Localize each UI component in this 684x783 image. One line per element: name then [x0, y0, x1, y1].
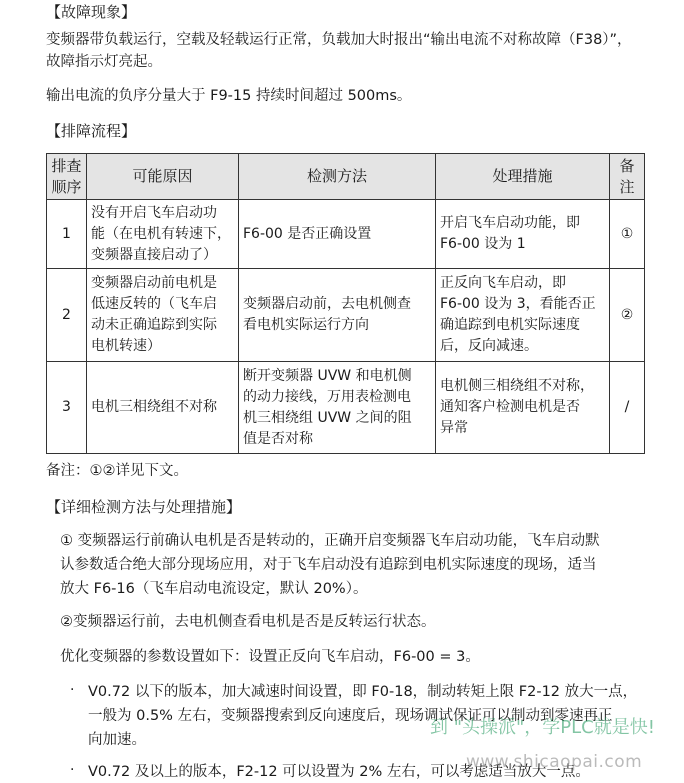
detail-p1-line3: 放大 F6-16（飞车启动电流设定，默认 20%）。 — [60, 581, 368, 597]
detail-p1-line2: 认参数适合绝大部分现场应用，对于飞车启动没有追踪到电机实际速度的现场，适当 — [60, 557, 597, 573]
detail-p1-line1: ① 变频器运行前确认电机是否是转动的，正确开启变频器飞车启动功能，飞车启动默 — [60, 533, 600, 549]
bullet1-line1: V0.72 以下的版本，加大减速时间设置，即 F0-18，制动转矩上限 F2-12 放大一点， — [88, 684, 638, 700]
bullet1-line2: 一般为 0.5% 左右，变频器搜索到反向速度后，现场调试保证可以制动到零速再正 — [88, 708, 613, 724]
row-action: 开启飞车启动功能，即 F6-00 设为 1 — [436, 200, 610, 269]
row-method: F6-00 是否正确设置 — [239, 200, 436, 269]
header-note: 备 注 — [610, 154, 645, 200]
detail-p2: ②变频器运行前，去电机侧查看电机是否是反转运行状态。 — [60, 614, 436, 630]
bullet-marker: · — [70, 682, 75, 698]
row-order: 3 — [47, 362, 87, 454]
fault-condition: 输出电流的负序分量大于 F9-15 持续时间超过 500ms。 — [46, 88, 412, 104]
table-header-row — [47, 154, 645, 200]
process-heading: 【排障流程】 — [46, 122, 137, 140]
table-row — [47, 200, 645, 269]
bullet2-line1: V0.72 及以上的版本，F2-12 可以设置为 2% 左右，可以考虑适当放大一点。 — [88, 764, 590, 780]
table-row — [47, 269, 645, 362]
header-order: 排查 顺序 — [47, 154, 87, 200]
row-cause: 电机三相绕组不对称 — [87, 362, 239, 454]
row-note: / — [610, 362, 645, 454]
row-action: 电机侧三相绕组不对称， 通知客户检测电机是否 异常 — [436, 362, 610, 454]
watermark-slogan: 到 "头操派"，学PLC就是快! — [430, 717, 655, 738]
bullet1-line3: 向加速。 — [88, 732, 146, 748]
fault-heading: 【故障现象】 — [46, 3, 137, 21]
watermark-url: www.shicaopai.com — [466, 752, 643, 772]
header-cause: 可能原因 — [87, 154, 239, 200]
row-order: 2 — [47, 269, 87, 362]
fault-description-line1: 变频器带负载运行，空载及轻载运行正常，负载加大时报出“输出电流不对称故障（F38）”， — [46, 32, 632, 48]
row-method: 变频器启动前，去电机侧查 看电机实际运行方向 — [239, 269, 436, 362]
fault-description-line2: 故障指示灯亮起。 — [46, 54, 162, 70]
detail-p3: 优化变频器的参数设置如下：设置正反向飞车启动，F6-00 = 3。 — [60, 649, 480, 665]
row-cause: 没有开启飞车启动功 能（在电机有转速下， 变频器直接启动了） — [87, 200, 239, 269]
troubleshooting-table — [46, 153, 645, 454]
header-action: 处理措施 — [436, 154, 610, 200]
table-row — [47, 362, 645, 454]
detail-heading: 【详细检测方法与处理措施】 — [46, 498, 242, 516]
row-method: 断开变频器 UVW 和电机侧 的动力接线，万用表检测电 机三相绕组 UVW 之间的阻 值是否对称 — [239, 362, 436, 454]
row-order: 1 — [47, 200, 87, 269]
table-footnote: 备注：①②详见下文。 — [46, 463, 188, 479]
row-note: ① — [610, 200, 645, 269]
row-action: 正反向飞车启动，即 F6-00 设为 3，看能否正 确追踪到电机实际速度 后，反向减速。 — [436, 269, 610, 362]
bullet-marker: · — [70, 762, 75, 778]
row-note: ② — [610, 269, 645, 362]
header-method: 检测方法 — [239, 154, 436, 200]
row-cause: 变频器启动前电机是 低速反转的（飞车启 动未正确追踪到实际 电机转速） — [87, 269, 239, 362]
